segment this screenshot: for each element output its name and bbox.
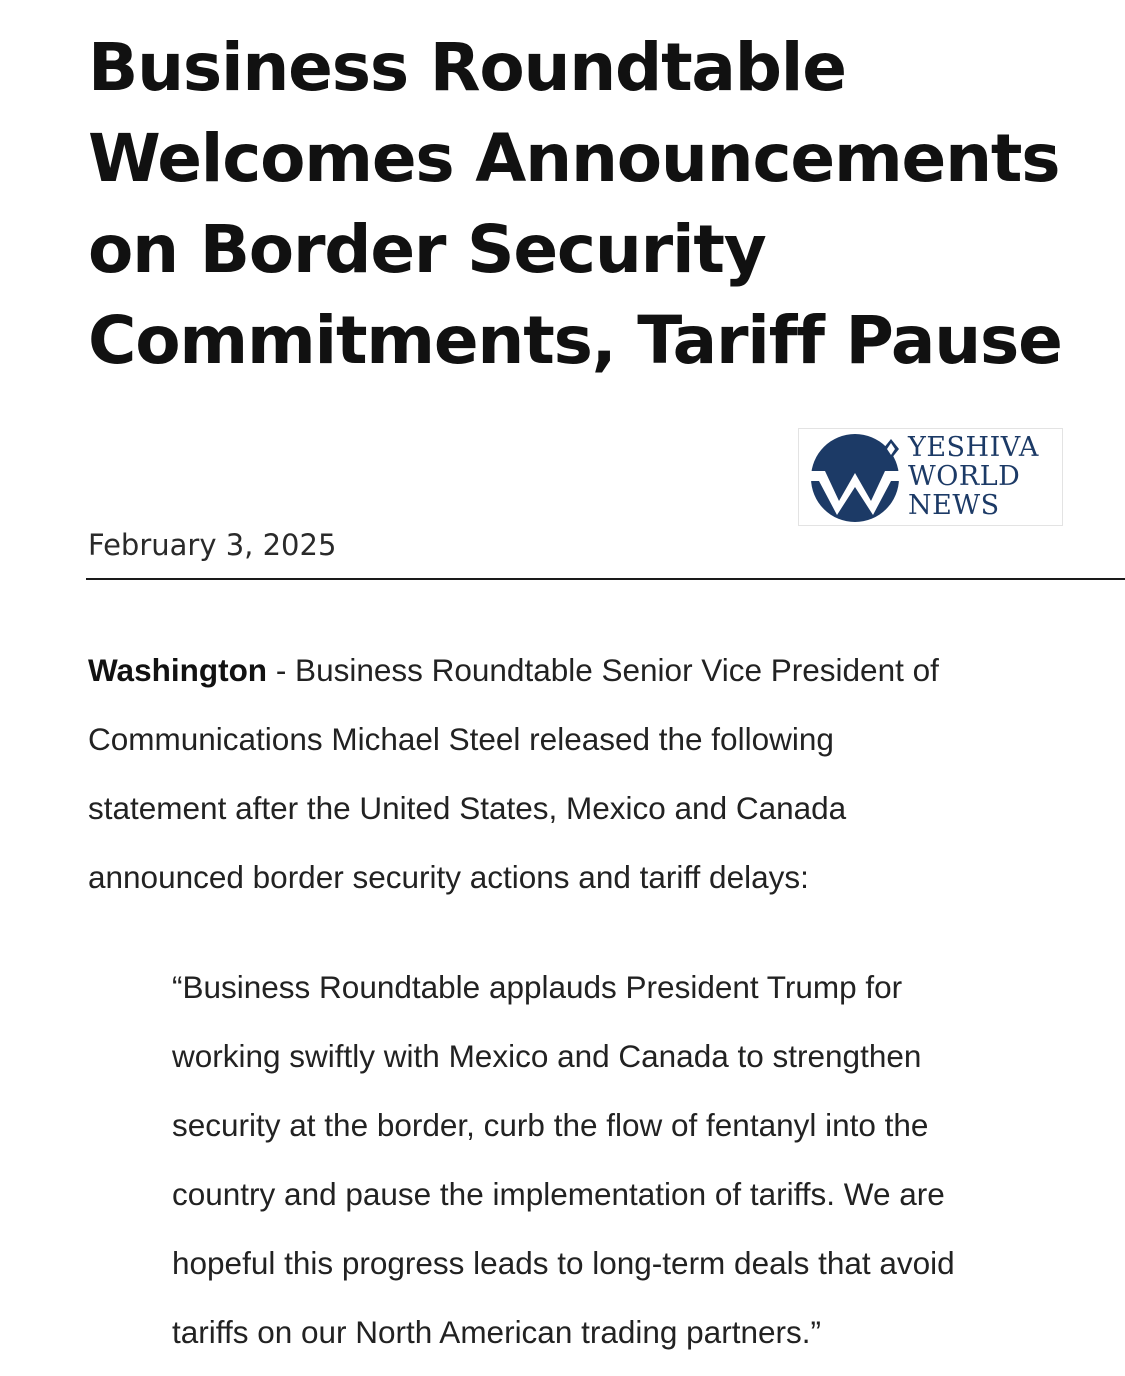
- ywn-logo-icon: [805, 431, 905, 525]
- intro-line: Communications Michael Steel released the following: [88, 721, 834, 757]
- intro-line: statement after the United States, Mexico and Canada: [88, 790, 847, 826]
- intro-line: announced border security actions and tariff delays:: [88, 859, 809, 895]
- title-line: on Border Security: [88, 211, 766, 288]
- quote-line: tariffs on our North American trading partners.”: [172, 1314, 821, 1350]
- yeshiva-world-news-logo: [798, 428, 1063, 526]
- logo-line: NEWS: [908, 490, 1000, 521]
- dateline: Washington: [88, 652, 268, 688]
- logo-line: WORLD: [908, 461, 1021, 492]
- title-line: Welcomes Announcements: [88, 120, 1060, 197]
- logo-wordmark: [908, 433, 1039, 520]
- logo-line: YESHIVA: [908, 432, 1039, 463]
- divider: [86, 578, 1125, 580]
- quote-line: working swiftly with Mexico and Canada to strengthen: [172, 1038, 922, 1074]
- title-line: Commitments, Tariff Pause: [88, 302, 1062, 379]
- intro-line-rest: - Business Roundtable Senior Vice President of: [267, 652, 939, 688]
- publish-date: February 3, 2025: [88, 528, 337, 562]
- quote-line: country and pause the implementation of tariffs. We are: [172, 1176, 945, 1212]
- intro-paragraph: [88, 636, 1088, 912]
- intro-line: [88, 636, 1088, 705]
- quote-line: “Business Roundtable applauds President Trump for: [172, 969, 903, 1005]
- quote-line: hopeful this progress leads to long-term deals that avoid: [172, 1245, 955, 1281]
- page-title: [88, 22, 1108, 386]
- title-line: Business Roundtable: [88, 29, 846, 106]
- quote-line: security at the border, curb the flow of fentanyl into the: [172, 1107, 929, 1143]
- statement-quote: [172, 953, 1092, 1367]
